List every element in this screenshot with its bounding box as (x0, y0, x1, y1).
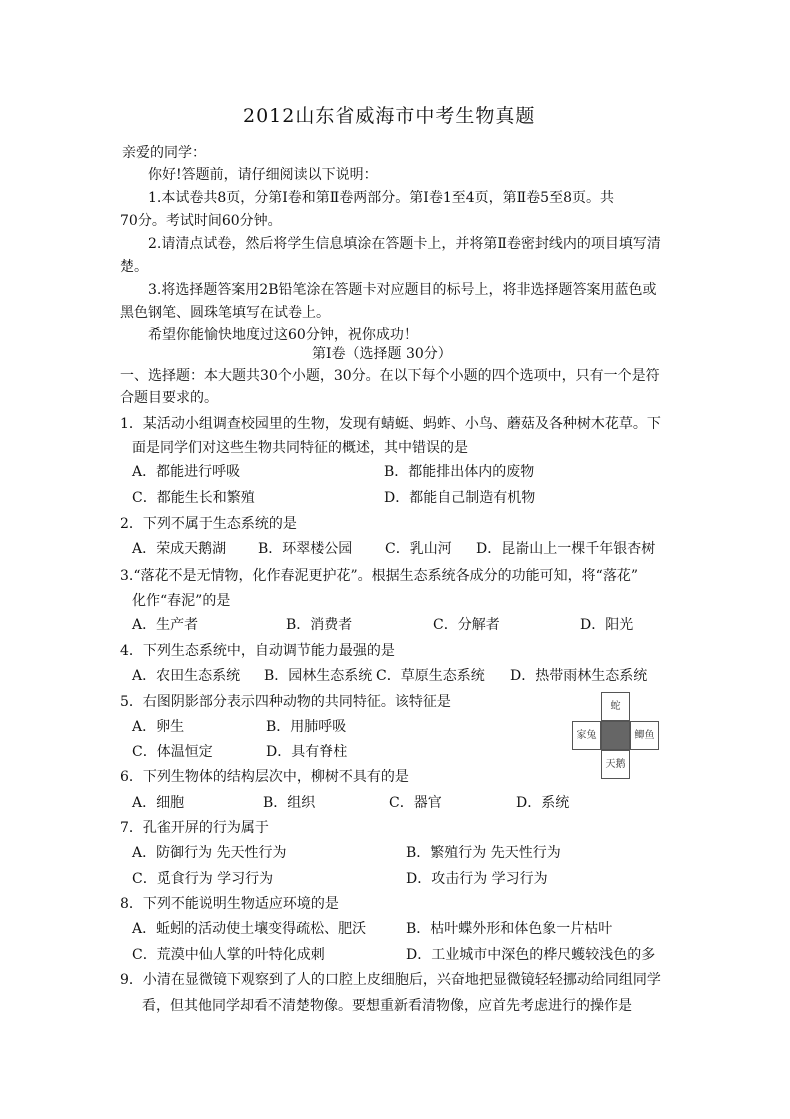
question-4-option-d: D．热带雨林生态系统 (510, 668, 648, 684)
question-7-option-c: C．觅食行为 学习行为 (132, 871, 274, 887)
question-8-option-d: D．工业城市中深色的桦尺蠖较浅色的多 (406, 947, 656, 963)
question-6-option-a: A．细胞 (132, 795, 185, 811)
question-5-option-c: C．体温恒定 (132, 744, 213, 760)
instruction-1-line-1: 1.本试卷共8页，分第Ⅰ卷和第Ⅱ卷两部分。第Ⅰ卷1至4页，第Ⅱ卷5至8页。共 (148, 190, 614, 206)
greeting: 亲爱的同学： (122, 145, 206, 161)
question-8-option-b: B．枯叶蝶外形和体色象一片枯叶 (406, 921, 613, 937)
question-1-stem-line-1: 1．某活动小组调查校园里的生物，发现有蜻蜓、蚂蚱、小鸟、蘑菇及各种树木花草。下 (120, 416, 661, 432)
question-7-option-d: D．攻击行为 学习行为 (406, 871, 548, 887)
question-7-stem: 7．孔雀开屏的行为属于 (120, 820, 269, 836)
question-4-option-c: C．草原生态系统 (376, 668, 485, 684)
question-2-option-b: B．环翠楼公园 (258, 541, 353, 557)
hello-line: 你好!答题前，请仔细阅读以下说明： (148, 167, 378, 183)
section-intro-line-1: 一、选择题：本大题共30个小题，30分。在以下每个小题的四个选项中，只有一个是符 (120, 368, 660, 384)
section-header: 第Ⅰ卷（选择题 30分） (312, 346, 452, 362)
question-9-stem-line-2: 看，但其他同学却看不清楚物像。要想重新看清物像，应首先考虑进行的操作是 (142, 998, 632, 1014)
question-3-option-a: A．生产者 (132, 617, 199, 633)
question-2-option-c: C．乳山河 (385, 541, 452, 557)
question-1-option-d: D．都能自己制造有机物 (384, 490, 536, 506)
diagram-cell-bottom: 天鹅 (601, 750, 630, 779)
question-3-option-d: D．阳光 (580, 617, 634, 633)
question-7-option-a: A．防御行为 先天性行为 (132, 845, 287, 861)
instruction-2-line-1: 2.请清点试卷，然后将学生信息填涂在答题卡上，并将第Ⅱ卷密封线内的项目填写清 (148, 236, 661, 252)
question-3-option-b: B．消费者 (286, 617, 353, 633)
question-8-option-a: A．蚯蚓的活动使土壤变得疏松、肥沃 (132, 921, 367, 937)
question-1-option-c: C．都能生长和繁殖 (132, 490, 255, 506)
question-9-stem-line-1: 9．小清在显微镜下观察到了人的口腔上皮细胞后，兴奋地把显微镜轻轻挪动给同组同学 (120, 972, 661, 988)
question-5-option-a: A．卵生 (132, 719, 185, 735)
question-8-option-c: C．荒漠中仙人掌的叶特化成刺 (132, 947, 325, 963)
question-8-stem: 8．下列不能说明生物适应环境的是 (120, 896, 339, 912)
question-5-stem: 5．右图阴影部分表示四种动物的共同特征。该特征是 (120, 694, 451, 710)
question-6-stem: 6．下列生物体的结构层次中，柳树不具有的是 (120, 769, 409, 785)
instruction-3-line-2: 黑色钢笔、圆珠笔填写在试卷上。 (120, 305, 330, 321)
animal-features-diagram (572, 692, 660, 780)
diagram-cell-top: 蛇 (601, 692, 630, 721)
question-3-option-c: C．分解者 (433, 617, 500, 633)
instruction-2-line-2: 楚。 (120, 259, 148, 275)
instruction-3-line-1: 3.将选择题答案用2B铅笔涂在答题卡对应题目的标号上，将非选择题答案用蓝色或 (148, 282, 657, 298)
section-intro-line-2: 合题目要求的。 (120, 390, 218, 406)
instruction-1-line-2: 70分。考试时间60分钟。 (120, 213, 282, 229)
diagram-cell-left: 家兔 (572, 721, 601, 750)
page-title: 2012山东省威海市中考生物真题 (243, 105, 536, 127)
question-5-option-b: B．用肺呼吸 (266, 719, 347, 735)
question-6-option-d: D．系统 (516, 795, 570, 811)
question-3-stem-line-1: 3.“落花不是无情物，化作春泥更护花”。根据生态系统各成分的功能可知，将“落花” (120, 568, 638, 584)
question-5-option-d: D．具有脊柱 (266, 744, 348, 760)
diagram-cell-right: 鲫鱼 (630, 721, 659, 750)
question-1-stem-line-2: 面是同学们对这些生物共同特征的概述，其中错误的是 (132, 440, 468, 456)
question-6-option-c: C．器官 (389, 795, 442, 811)
wish-line: 希望你能愉快地度过这60分钟，祝你成功！ (148, 327, 418, 343)
question-1-option-b: B．都能排出体内的废物 (384, 464, 535, 480)
question-1-option-a: A．都能进行呼吸 (132, 464, 241, 480)
question-4-option-b: B．园林生态系统 (264, 668, 373, 684)
question-7-option-b: B．繁殖行为 先天性行为 (406, 845, 561, 861)
question-4-stem: 4．下列生态系统中，自动调节能力最强的是 (120, 643, 395, 659)
question-2-stem: 2．下列不属于生态系统的是 (120, 516, 297, 532)
question-2-option-a: A．荣成天鹅湖 (132, 541, 227, 557)
question-6-option-b: B．组织 (263, 795, 316, 811)
diagram-shaded-center (601, 721, 630, 750)
question-4-option-a: A．农田生态系统 (132, 668, 241, 684)
question-2-option-d: D．昆嵛山上一棵千年银杏树 (476, 541, 656, 557)
question-3-stem-line-2: 化作“春泥”的是 (132, 593, 231, 609)
